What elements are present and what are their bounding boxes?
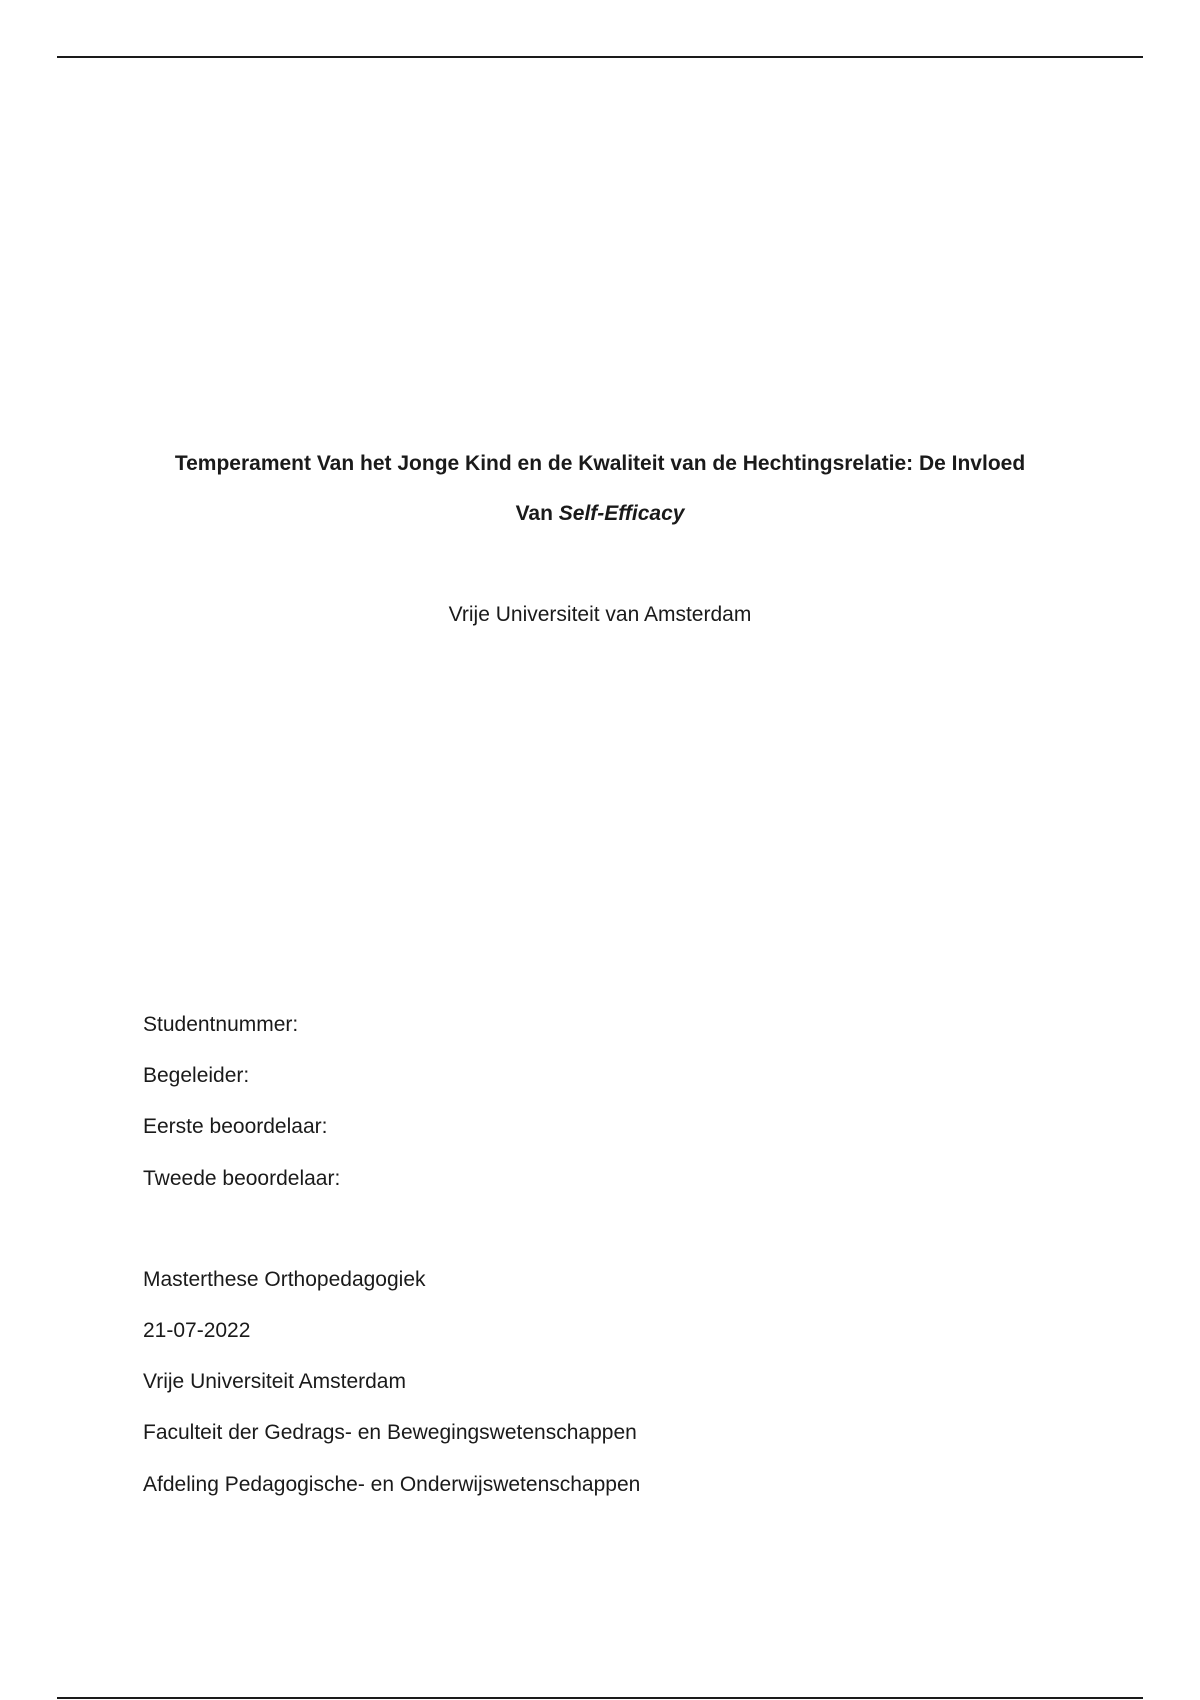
second-assessor-label: Tweede beoordelaar:	[143, 1167, 341, 1190]
department-name: Afdeling Pedagogische- en Onderwijswetenschappen	[143, 1473, 641, 1496]
university-heading: Vrije Universiteit van Amsterdam	[448, 603, 752, 626]
thesis-title-italic: Self-Efficacy	[558, 502, 685, 525]
faculty-name: Faculteit der Gedrags- en Bewegingswetenschappen	[143, 1421, 637, 1444]
first-assessor-label: Eerste beoordelaar:	[143, 1115, 328, 1138]
bottom-rule	[57, 1697, 1143, 1699]
supervisor-label: Begeleider:	[143, 1064, 250, 1087]
thesis-date: 21-07-2022	[143, 1319, 251, 1342]
university-name: Vrije Universiteit Amsterdam	[143, 1370, 406, 1393]
thesis-title-prefix: Van	[515, 502, 559, 525]
thesis-title-line-1: Temperament Van het Jonge Kind en de Kwaliteit van de Hechtingsrelatie: De Invloed	[174, 452, 1026, 475]
thesis-type: Masterthese Orthopedagogiek	[143, 1268, 426, 1291]
thesis-title-line-2	[0, 501, 1200, 527]
student-number-label: Studentnummer:	[143, 1013, 299, 1036]
top-rule	[57, 56, 1143, 58]
